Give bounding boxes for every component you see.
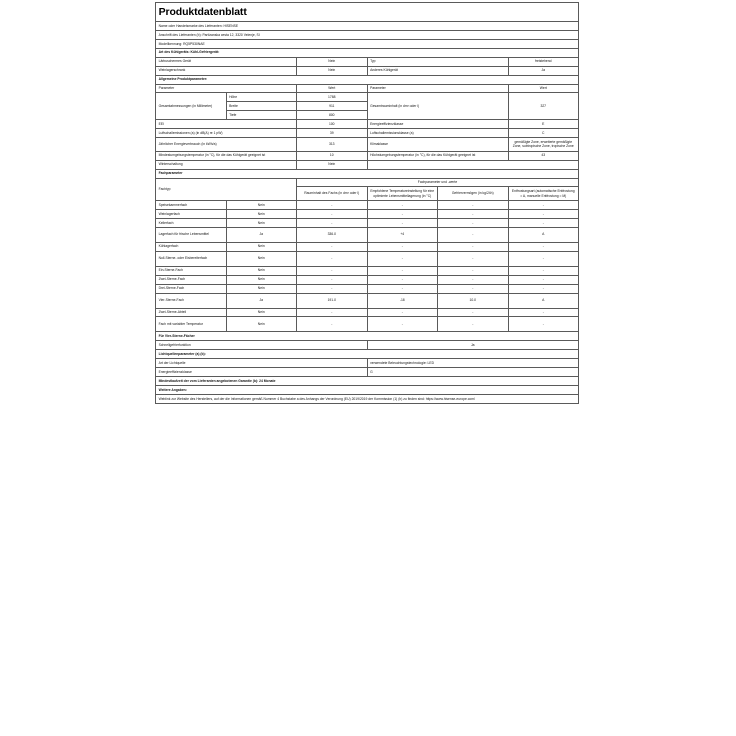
max-temp-label: Höchstumgebungstemperatur (in °C), für die das Kühlgerät geeignet ist (367, 151, 508, 160)
compartment-freezing: - (438, 210, 509, 219)
dimensions-row-height (156, 93, 579, 102)
type-label2-0: Typ (367, 57, 508, 66)
compartment-defrost: - (508, 242, 579, 251)
compartment-present: Nein (226, 201, 297, 210)
compartment-temp: - (367, 308, 438, 317)
type-value2-0: freistehend (508, 57, 579, 66)
type-label-1: Weinlagerschrank (156, 66, 297, 75)
compartment-name: Lagerfach für frische Lebensmittel (156, 227, 227, 242)
climate-class-value: gemäßigte Zone, erweiterte gemäßigte Zone, subtropische Zone, tropische Zone (508, 138, 579, 152)
compartment-defrost: A (508, 227, 579, 242)
compartment-freezing: - (438, 266, 509, 275)
supplier-name: Name oder Handelsmarke des Lieferanten: HISENSE (156, 22, 579, 31)
dimension-value-depth: 800 (297, 111, 368, 120)
compartment-volume-header: Rauminhalt des Fachs (in dm³ oder l) (297, 187, 368, 201)
fast-freeze-label: Schnellgefrierfunktion (156, 341, 368, 350)
noise-class-label: Luftschallemissionsklasse (a) (367, 129, 508, 138)
model-designation: Modellkennung: RQ5P530NAE (156, 39, 579, 48)
further-section-row (156, 385, 579, 394)
compartment-defrost: - (508, 266, 579, 275)
compartment-name: Weinlagerfach (156, 210, 227, 219)
compartment-volume: - (297, 201, 368, 210)
type-row-0 (156, 57, 579, 66)
compartment-defrost: - (508, 317, 579, 332)
compartment-freezing: - (438, 201, 509, 210)
compartment-name: Drei-Sterne-Fach (156, 284, 227, 293)
compartment-name: Ein-Sterne-Fach (156, 266, 227, 275)
compartment-freezing: - (438, 317, 509, 332)
compartment-temp: - (367, 210, 438, 219)
compartment-name: Kellerfach (156, 218, 227, 227)
compartment-present: Nein (226, 284, 297, 293)
light-type-row (156, 359, 579, 368)
compartment-present: Nein (226, 266, 297, 275)
energy-class-value: E (508, 120, 579, 129)
header-parameter-2: Parameter (367, 84, 508, 93)
light-class-label: Energieeffizienzklasse (156, 368, 368, 377)
compartment-present: Ja (226, 227, 297, 242)
general-section-row (156, 75, 579, 84)
four-star-section-title: Für Vier-Sterne-Fächer (156, 332, 579, 341)
dimension-label-width: Breite (226, 102, 297, 111)
compartment-present: Nein (226, 210, 297, 219)
type-value-0: Nein (297, 57, 368, 66)
table-row (156, 251, 579, 266)
appliance-type: Art des Kühlgeräts: Kühl-Gefriergerät: (156, 48, 579, 57)
title-row (156, 3, 579, 22)
table-row (156, 275, 579, 284)
table-row (156, 293, 579, 308)
compartment-freezing: - (438, 308, 509, 317)
table-row (156, 284, 579, 293)
compartment-name: Fach mit variabler Temperatur (156, 317, 227, 332)
compartment-temp: - (367, 218, 438, 227)
supplier-address: Anschrift des Lieferanten (b): Partizanska cesta 12, 3320 Velenje, SI (156, 31, 579, 40)
compartment-freezing: - (438, 242, 509, 251)
compartment-temp: +4 (367, 227, 438, 242)
compartment-volume: 191.0 (297, 293, 368, 308)
compartment-temp: - (367, 266, 438, 275)
compartment-group-header-row (156, 178, 579, 187)
annual-energy-value: 313 (297, 138, 368, 152)
compartment-volume: - (297, 242, 368, 251)
table-row (156, 308, 579, 317)
four-star-section-row (156, 332, 579, 341)
compartment-group-header: Fachparameter und -werte (297, 178, 579, 187)
light-type-label: Art der Lichtquelle (156, 359, 368, 368)
compartment-temp: -18 (367, 293, 438, 308)
supplier-address-row (156, 31, 579, 40)
product-datasheet (155, 2, 579, 734)
light-class-value: G (367, 368, 579, 377)
winter-value: Nein (297, 160, 368, 169)
compartment-temp: - (367, 317, 438, 332)
header-value: Wert (297, 84, 368, 93)
light-type-value: verwendete Beleuchtungstechnologie: LED (367, 359, 579, 368)
table-row (156, 218, 579, 227)
type-row-1 (156, 66, 579, 75)
table-row (156, 242, 579, 251)
warranty-row (156, 377, 579, 386)
noise-value: 39 (297, 129, 368, 138)
dimension-label-depth: Tiefe (226, 111, 297, 120)
compartment-freezing-header: Gefriervermögen (in kg/24h) (438, 187, 509, 201)
datasheet-table (155, 2, 579, 404)
compartment-present: Nein (226, 251, 297, 266)
appliance-type-row (156, 48, 579, 57)
compartment-type-header: Fachtyp (156, 178, 297, 201)
page-title: Produktdatenblatt (158, 5, 247, 18)
winter-empty (367, 160, 579, 169)
table-row (156, 227, 579, 242)
table-row (156, 201, 579, 210)
header-value-2: Wert (508, 84, 579, 93)
compartment-present: Nein (226, 317, 297, 332)
noise-label: Luftschallemissionen (a) (in dB(A) re 1 pW) (156, 129, 297, 138)
compartment-name: Zwei-Sterne-Abteil (156, 308, 227, 317)
compartment-freezing: - (438, 251, 509, 266)
compartment-freezing: - (438, 227, 509, 242)
total-volume-label: Gesamtrauminhalt (in dm³ oder l) (367, 93, 508, 120)
compartment-volume: - (297, 218, 368, 227)
compartment-temp: - (367, 201, 438, 210)
header-parameter: Parameter (156, 84, 297, 93)
light-source-section-title: Lichtquellenparameter (a) (b): (156, 350, 579, 359)
compartment-temp: - (367, 284, 438, 293)
compartment-present: Nein (226, 242, 297, 251)
compartment-present: Nein (226, 308, 297, 317)
eei-label: EEI (156, 120, 297, 129)
winter-row (156, 160, 579, 169)
warranty-text: Mindestlaufzeit der vom Lieferanten angebotenen Garantie (b): 24 Monate (156, 377, 579, 386)
page-title-cell (156, 3, 579, 22)
winter-label: Winterschaltung (156, 160, 297, 169)
max-temp-value: 43 (508, 151, 579, 160)
light-class-row (156, 368, 579, 377)
compartment-volume: - (297, 266, 368, 275)
type-value2-1: Ja (508, 66, 579, 75)
eei-value: 100 (297, 120, 368, 129)
general-section-title: Allgemeine Produktparameter: (156, 75, 579, 84)
noise-row (156, 129, 579, 138)
compartment-present: Ja (226, 293, 297, 308)
dimensions-label: Gesamtabmessungen (in Millimeter) (156, 93, 227, 120)
dimension-label-height: Höhe (226, 93, 297, 102)
dimension-value-height: 1788 (297, 93, 368, 102)
compartment-temp: - (367, 251, 438, 266)
compartment-volume: - (297, 308, 368, 317)
compartment-defrost: - (508, 275, 579, 284)
light-source-section-row (156, 350, 579, 359)
compartment-volume: - (297, 251, 368, 266)
compartment-volume: - (297, 275, 368, 284)
compartment-name: Vier-Sterne-Fach (156, 293, 227, 308)
compartment-freezing: - (438, 218, 509, 227)
table-row (156, 317, 579, 332)
type-value-1: Nein (297, 66, 368, 75)
compartment-name: Zwei-Sterne-Fach (156, 275, 227, 284)
fast-freeze-row (156, 341, 579, 350)
compartment-freezing: 10.0 (438, 293, 509, 308)
total-volume-value: 327 (508, 93, 579, 120)
compartment-defrost: - (508, 251, 579, 266)
climate-class-label: Klimaklasse (367, 138, 508, 152)
compartment-temp: - (367, 275, 438, 284)
compartment-section-title: Fachparameter (156, 169, 579, 178)
further-text-row (156, 394, 579, 403)
compartment-volume: 336.0 (297, 227, 368, 242)
compartment-temp-header: Empfohlene Temperatureinstellung für eine optimierte Lebensmittellagerung (in °C) (367, 187, 438, 201)
further-text: Weblink zur Website des Herstellers, auf der die Informationen gemäß Nummer 4 Buchstabe a des Anhangs der Verordnung (EU) 2019/2019 der Kommission (1) (b) zu finden sind: https://www.hisense-europe.com/ (156, 394, 579, 403)
further-section-title: Weitere Angaben: (156, 385, 579, 394)
ambient-temp-row (156, 151, 579, 160)
compartment-temp: - (367, 242, 438, 251)
energy-class-label: Energieeffizienzklasse (367, 120, 508, 129)
model-row (156, 39, 579, 48)
min-temp-value: 10 (297, 151, 368, 160)
compartment-defrost: - (508, 210, 579, 219)
general-header-row (156, 84, 579, 93)
compartment-volume: - (297, 210, 368, 219)
compartment-volume: - (297, 284, 368, 293)
supplier-name-row (156, 22, 579, 31)
compartment-freezing: - (438, 275, 509, 284)
compartment-defrost-header: Entfrostungsart (automatische Entfrostung = A, manuelle Entfrostung = M) (508, 187, 579, 201)
compartment-present: Nein (226, 218, 297, 227)
min-temp-label: Mindestumgebungstemperatur (in °C), für die das Kühlgerät geeignet ist (156, 151, 297, 160)
compartment-defrost: - (508, 218, 579, 227)
noise-class-value: C (508, 129, 579, 138)
compartment-defrost: - (508, 308, 579, 317)
compartment-name: Speisekammerfach (156, 201, 227, 210)
eei-row (156, 120, 579, 129)
table-row (156, 210, 579, 219)
compartment-defrost: - (508, 284, 579, 293)
annual-energy-row (156, 138, 579, 152)
type-label-0: Lärbuschermes Gerät (156, 57, 297, 66)
type-label2-1: Anderes Kühlgerät (367, 66, 508, 75)
compartment-defrost: A (508, 293, 579, 308)
compartment-section-row (156, 169, 579, 178)
compartment-freezing: - (438, 284, 509, 293)
table-row (156, 266, 579, 275)
compartment-name: Kühlagerfach (156, 242, 227, 251)
compartment-volume: - (297, 317, 368, 332)
dimension-value-width: 911 (297, 102, 368, 111)
annual-energy-label: Jährlicher Energieverbrauch (in kWh/a) (156, 138, 297, 152)
compartment-present: Nein (226, 275, 297, 284)
compartment-name: Null-Sterne- oder Eisbereiterfach (156, 251, 227, 266)
fast-freeze-value: Ja (367, 341, 579, 350)
compartment-defrost: - (508, 201, 579, 210)
